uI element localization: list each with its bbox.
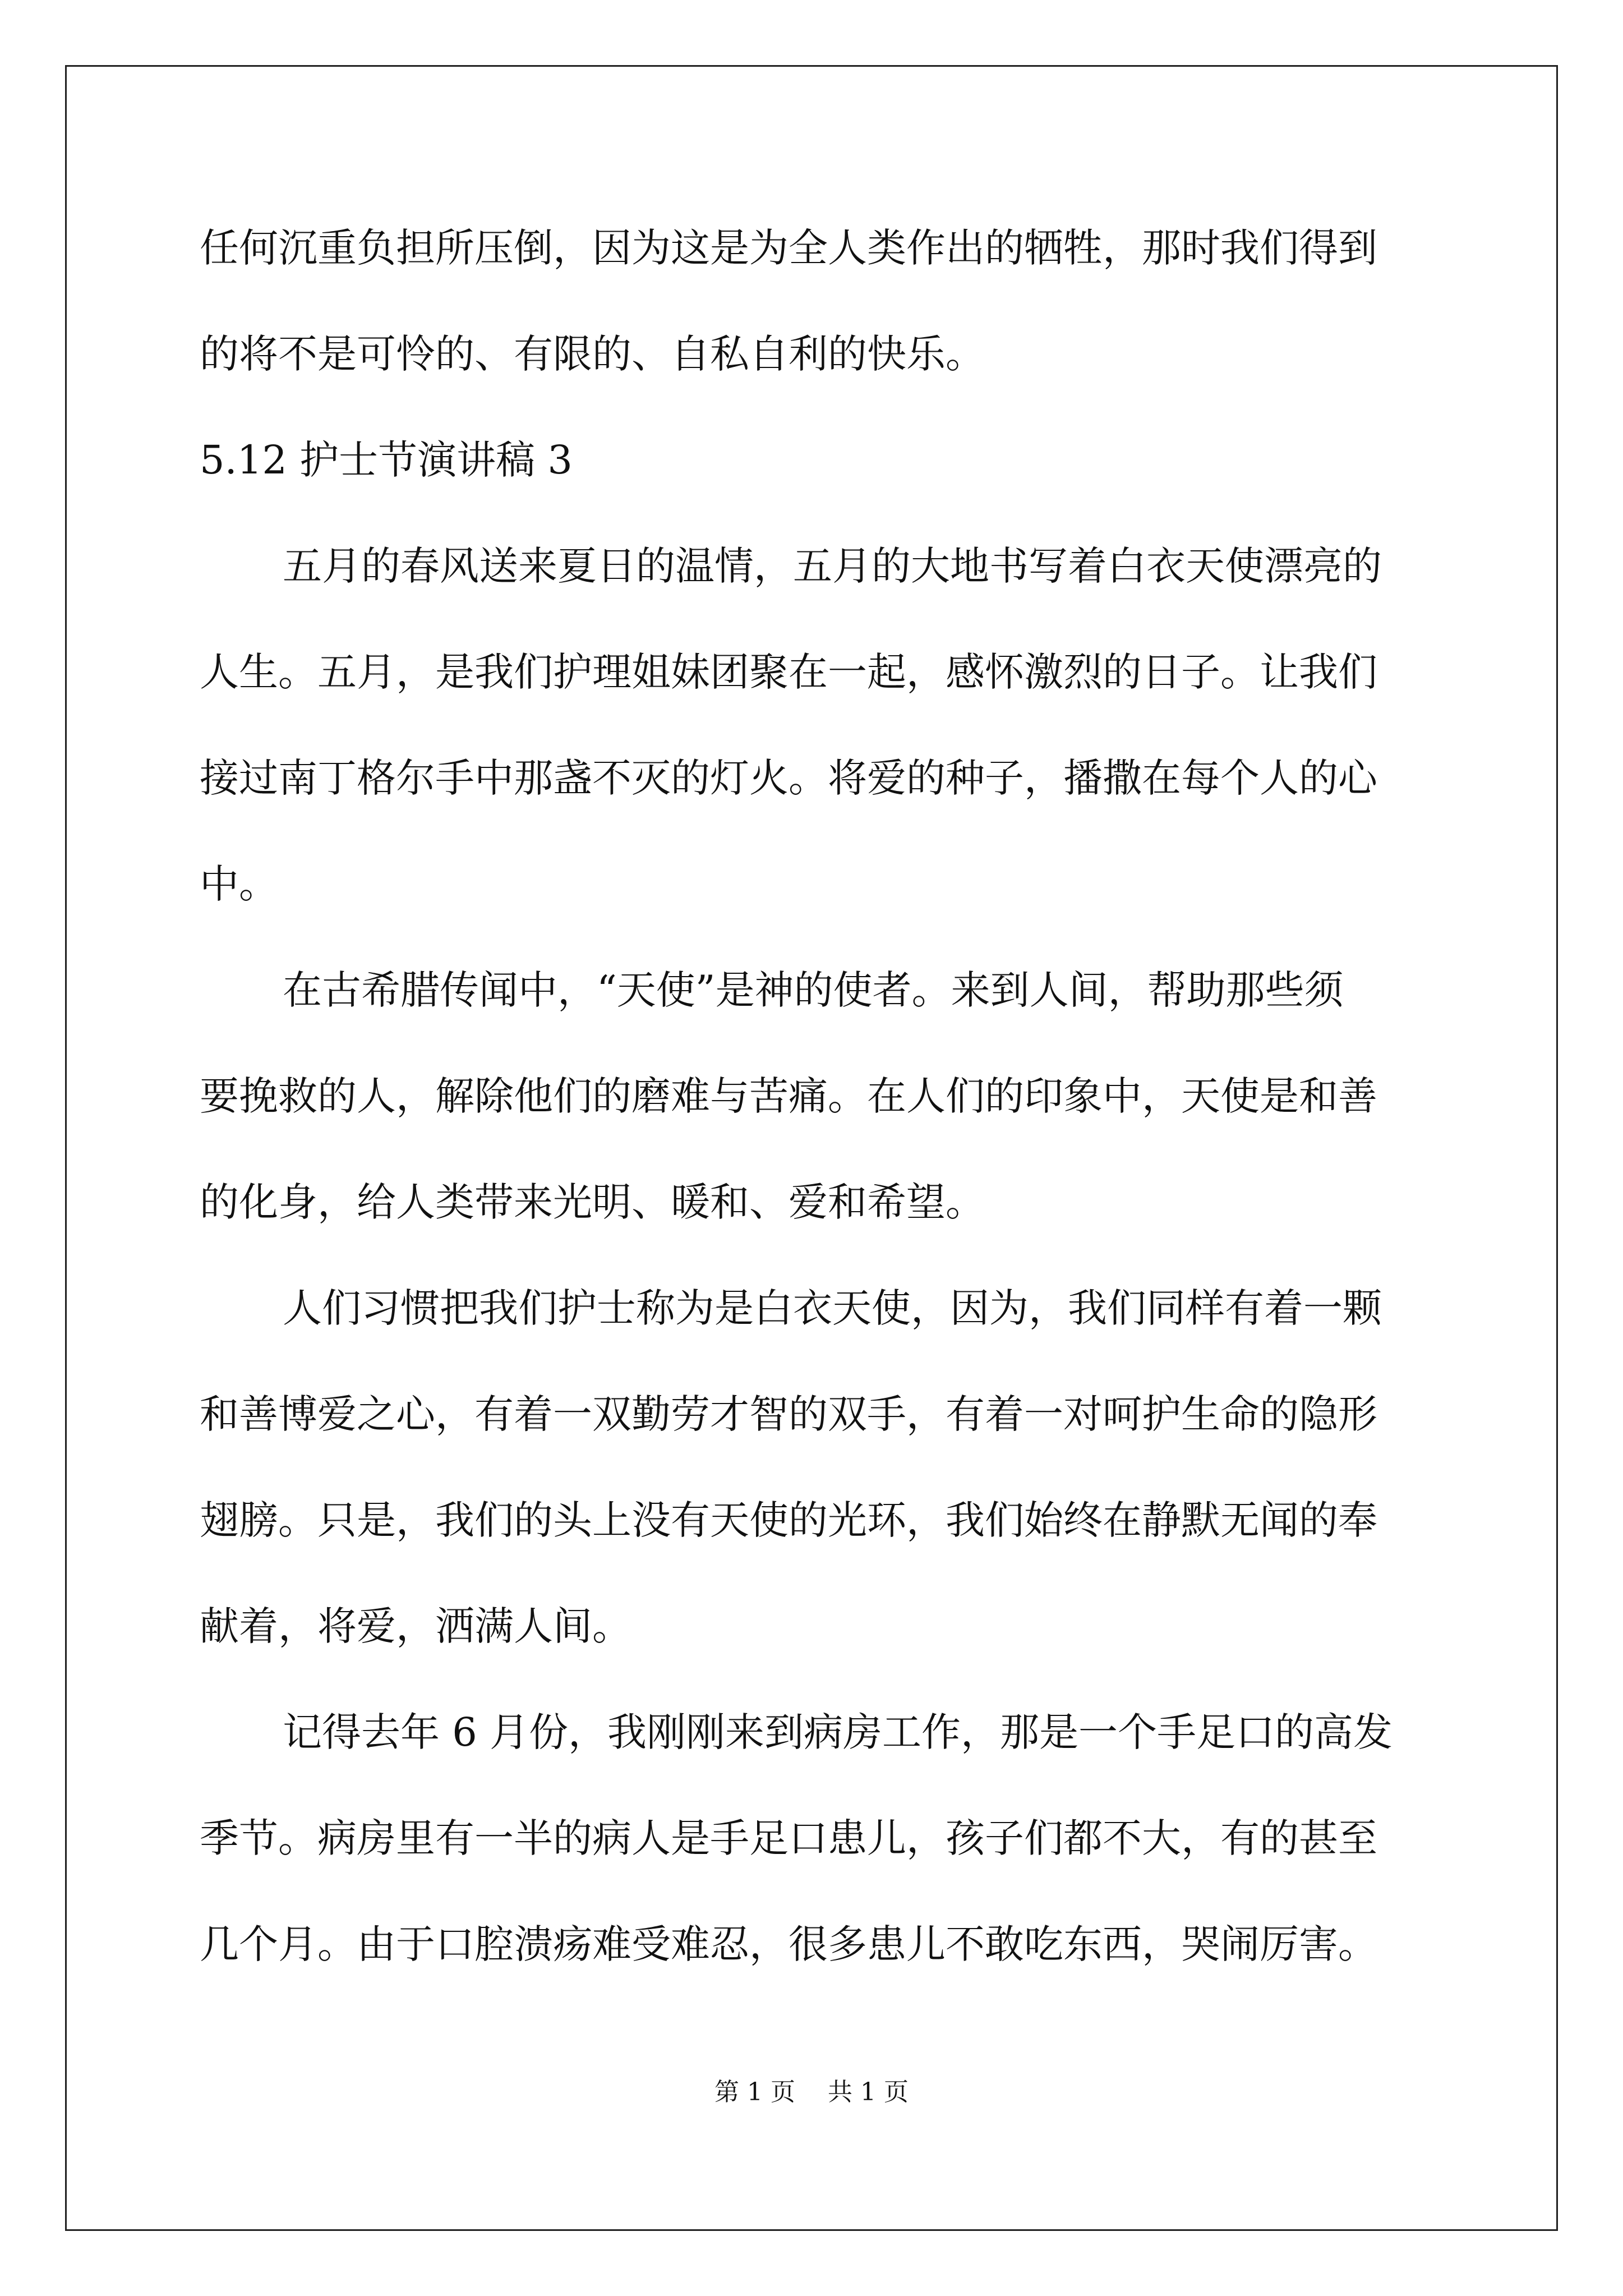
text-line: 和善博爱之心，有着一双勤劳才智的双手，有着一对呵护生命的隐形 [200,1391,1377,1437]
section-heading: 5.12 护士节演讲稿 3 [200,437,573,483]
text-line: 人生。五月，是我们护理姐妹团聚在一起，感怀激烈的日子。让我们 [200,649,1377,695]
text-line: 翅膀。只是，我们的头上没有天使的光环，我们始终在静默无闻的奉 [200,1497,1377,1543]
page-number: 第 1 页 [714,2078,795,2106]
text-line: 接过南丁格尔手中那盏不灭的灯火。将爱的种子，播撒在每个人的心 [200,755,1377,801]
document-body [200,214,1428,2017]
text-line: 的化身，给人类带来光明、暖和、爱和希望。 [200,1179,985,1225]
total-pages: 共 1 页 [828,2078,909,2106]
paragraph-first-line: 记得去年 6 月份，我刚刚来到病房工作，那是一个手足口的高发 [283,1709,1393,1755]
text-line: 任何沉重负担所压倒，因为这是为全人类作出的牺牲，那时我们得到 [200,225,1377,271]
paragraph-first-line: 人们习惯把我们护士称为是白衣天使，因为，我们同样有着一颗 [283,1285,1382,1331]
text-line: 几个月。由于口腔溃疡难受难忍，很多患儿不敢吃东西，哭闹厉害。 [200,1921,1377,1967]
text-line: 的将不是可怜的、有限的、自私自利的快乐。 [200,331,985,377]
text-line: 要挽救的人，解除他们的磨难与苦痛。在人们的印象中，天使是和善 [200,1073,1377,1119]
text-line: 中。 [200,861,278,907]
paragraph-first-line: 五月的春风送来夏日的温情，五月的大地书写着白衣天使漂亮的 [283,543,1382,589]
text-line: 季节。病房里有一半的病人是手足口患儿，孩子们都不大，有的甚至 [200,1815,1377,1861]
paragraph-first-line: 在古希腊传闻中，“天使”是神的使者。来到人间，帮助那些须 [283,967,1344,1013]
text-line: 献着，将爱，洒满人间。 [200,1603,631,1649]
page-footer [0,2076,1623,2109]
